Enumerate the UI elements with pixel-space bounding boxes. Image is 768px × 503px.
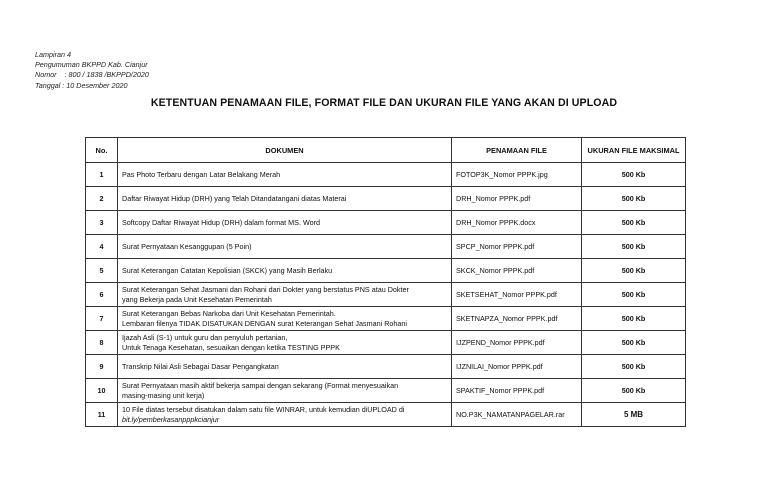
row-file-name: SPAKTIF_Nomor PPPK.pdf (452, 379, 582, 403)
table-row (86, 283, 686, 307)
row-file-name: IJZNILAI_Nomor PPPK.pdf (452, 355, 582, 379)
row-number: 9 (86, 355, 118, 379)
row-max-size: 500 Kb (582, 307, 686, 331)
file-rules-table (85, 137, 686, 427)
document-line: Pas Photo Terbaru dengan Latar Belakang Merah (122, 169, 281, 179)
table-row (86, 403, 686, 427)
meta-date: Tanggal : 10 Desember 2020 (35, 80, 128, 90)
document-line: Daftar Riwayat Hidup (DRH) yang Telah Ditandatangani diatas Materai (122, 193, 347, 203)
meta-attachment: Lampiran 4 (35, 50, 71, 59)
table-row (86, 307, 686, 331)
row-number: 5 (86, 259, 118, 283)
table-body (86, 163, 686, 427)
row-number: 6 (86, 283, 118, 307)
row-max-size: 500 Kb (582, 283, 686, 307)
row-max-size: 500 Kb (582, 235, 686, 259)
table-row (86, 331, 686, 355)
row-file-name: NO.P3K_NAMATANPAGELAR.rar (452, 403, 582, 427)
document-meta (35, 50, 149, 91)
row-file-name: SKETNAPZA_Nomor PPPK.pdf (452, 307, 582, 331)
row-number: 8 (86, 331, 118, 355)
row-number: 11 (86, 403, 118, 427)
document-line: Softcopy Daftar Riwayat Hidup (DRH) dalam format MS. Word (122, 217, 320, 227)
row-file-name: SPCP_Nomor PPPK.pdf (452, 235, 582, 259)
row-document (118, 187, 452, 211)
row-number: 2 (86, 187, 118, 211)
row-document (118, 307, 452, 331)
row-file-name: SKCK_Nomor PPPK.pdf (452, 259, 582, 283)
row-number: 3 (86, 211, 118, 235)
row-max-size: 500 Kb (582, 187, 686, 211)
row-file-name: FOTOP3K_Nomor PPPK.jpg (452, 163, 582, 187)
header-document: DOKUMEN (118, 138, 452, 163)
document-line: Surat Pernyataan masih aktif bekerja sampai dengan sekarang (Format menyesuaikan (122, 380, 399, 390)
row-document (118, 163, 452, 187)
document-line: Surat Pernyataan Kesanggupan (5 Poin) (122, 241, 252, 251)
document-line: Untuk Tenaga Kesehatan, sesuaikan dengan ketika TESTING PPPK (122, 342, 340, 352)
row-file-name: DRH_Nomor PPPK.docx (452, 211, 582, 235)
table-header-row (86, 138, 686, 163)
table-row (86, 163, 686, 187)
document-line: bit.ly/pemberkasanpppkcianjur (122, 414, 220, 424)
table-row (86, 259, 686, 283)
table-row (86, 379, 686, 403)
row-document (118, 355, 452, 379)
header-file-naming: PENAMAAN FILE (452, 138, 582, 163)
meta-announcement: Pengumuman BKPPD Kab. Cianjur (35, 60, 148, 70)
row-max-size: 5 MB (582, 403, 686, 427)
row-file-name: SKETSEHAT_Nomor PPPK.pdf (452, 283, 582, 307)
document-line: Surat Keterangan Bebas Narkoba dari Unit Kesehatan Pemerintah. (122, 308, 336, 318)
row-document (118, 283, 452, 307)
row-number: 7 (86, 307, 118, 331)
row-max-size: 500 Kb (582, 379, 686, 403)
table-row (86, 235, 686, 259)
table-row (86, 355, 686, 379)
document-line: Transkrip Nilai Asli Sebagai Dasar Pengangkatan (122, 361, 279, 371)
document-line: masing-masing unit kerja) (122, 390, 205, 400)
document-line: 10 File diatas tersebut disatukan dalam satu file WINRAR, untuk kemudian diUPLOAD di (122, 404, 405, 414)
row-file-name: DRH_Nomor PPPK.pdf (452, 187, 582, 211)
row-number: 10 (86, 379, 118, 403)
row-document (118, 331, 452, 355)
document-title: KETENTUAN PENAMAAN FILE, FORMAT FILE DAN UKURAN FILE YANG AKAN DI UPLOAD (150, 97, 618, 109)
row-max-size: 500 Kb (582, 163, 686, 187)
row-max-size: 500 Kb (582, 259, 686, 283)
table-row (86, 211, 686, 235)
document-line: Lembaran filenya TIDAK DISATUKAN DENGAN surat Keterangan Sehat Jasmani Rohani (122, 318, 407, 328)
header-no: No. (86, 138, 118, 163)
document-line: Ijazah Asli (S-1) untuk guru dan penyuluh pertanian, (122, 332, 288, 342)
table-row (86, 187, 686, 211)
row-document (118, 403, 452, 427)
meta-number: Nomor : 800 / 1838 /BKPPD/2020 (35, 70, 149, 80)
header-max-size: UKURAN FILE MAKSIMAL (582, 138, 686, 163)
row-number: 4 (86, 235, 118, 259)
row-file-name: IJZPEND_Nomor PPPK.pdf (452, 331, 582, 355)
row-max-size: 500 Kb (582, 355, 686, 379)
row-document (118, 259, 452, 283)
row-document (118, 211, 452, 235)
document-line: yang Bekerja pada Unit Kesehatan Pemerintah (122, 294, 272, 304)
row-max-size: 500 Kb (582, 211, 686, 235)
row-number: 1 (86, 163, 118, 187)
row-document (118, 379, 452, 403)
document-line: Surat Keterangan Catatan Kepolisian (SKCK) yang Masih Berlaku (122, 265, 333, 275)
document-line: Surat Keterangan Sehat Jasmani dan Rohani dari Dokter yang berstatus PNS atau Dokter (122, 284, 409, 294)
row-max-size: 500 Kb (582, 331, 686, 355)
row-document (118, 235, 452, 259)
